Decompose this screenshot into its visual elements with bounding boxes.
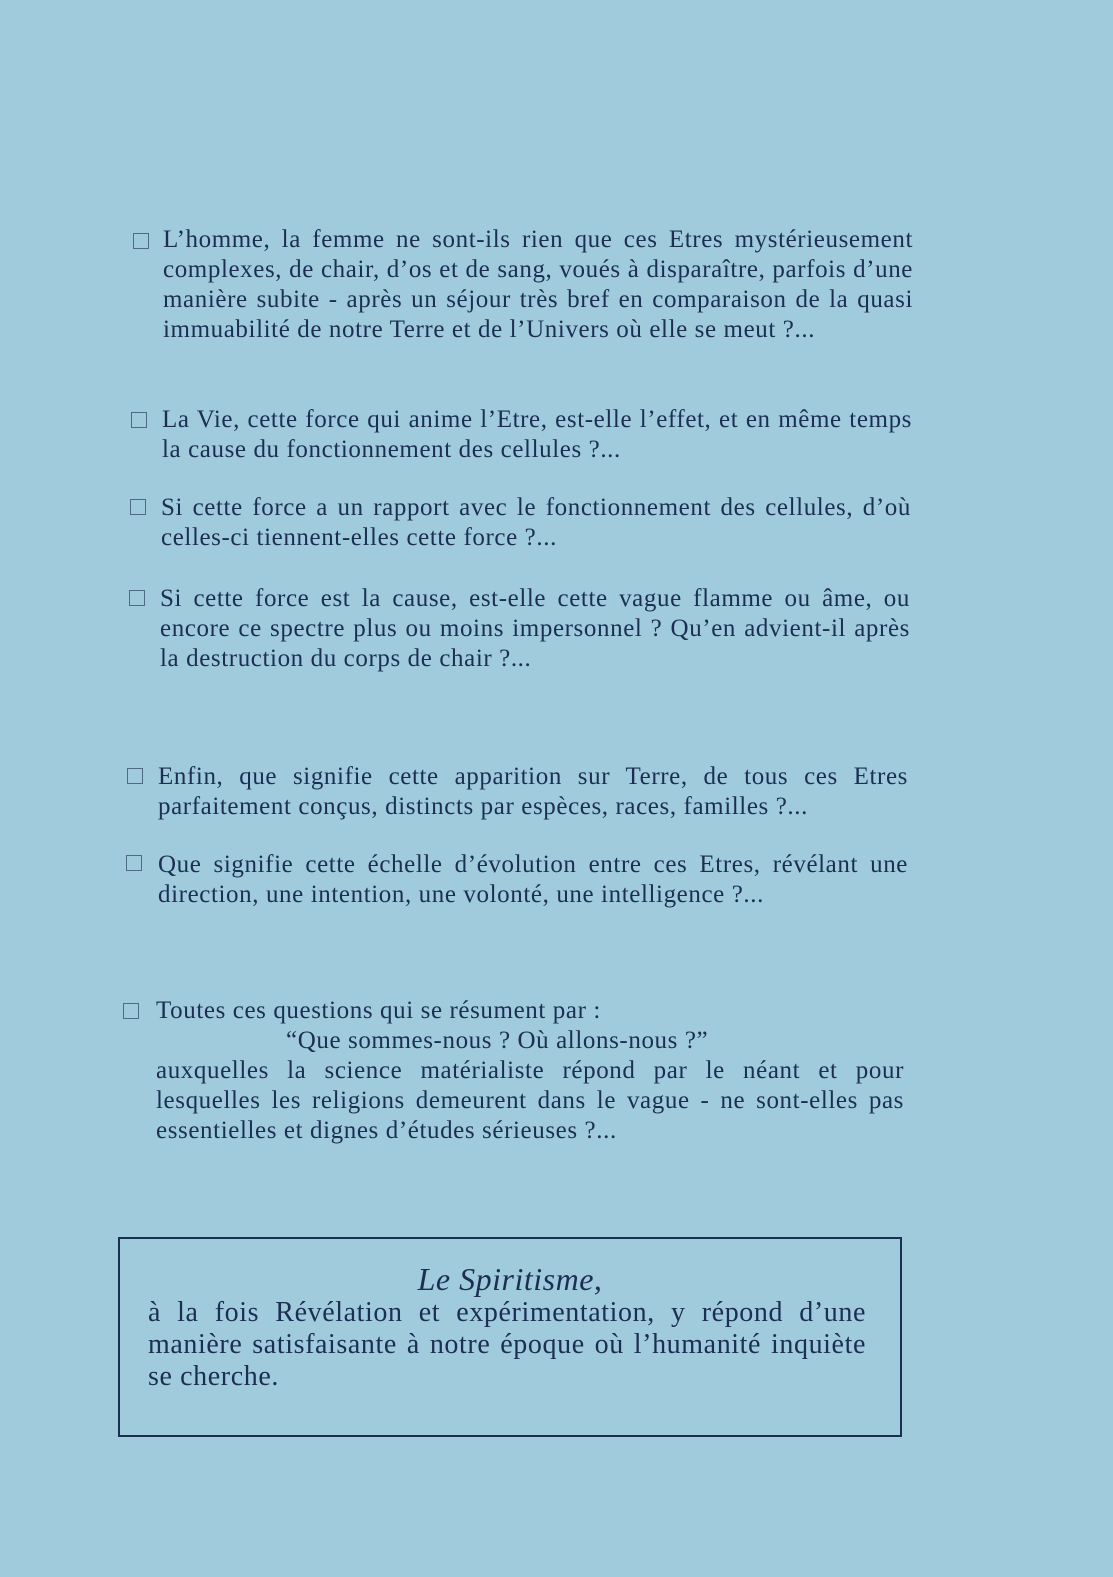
question-text: Si cette force a un rapport avec le fonctionnement des cellules, d’où celles-ci tiennent-elles cette force ?...	[161, 494, 911, 551]
checkbox-square-icon	[123, 1003, 139, 1019]
frame-title: Le Spiritisme,	[417, 1261, 603, 1297]
checkbox-square-icon	[131, 412, 147, 428]
conclusion-frame	[118, 1237, 902, 1437]
checkbox-square-icon	[127, 768, 143, 784]
checkbox-square-icon	[130, 499, 146, 515]
final-question-quote: “Que sommes-nous ? Où allons-nous ?”	[286, 1027, 709, 1054]
checkbox-square-icon	[126, 855, 142, 871]
final-question-rest: auxquelles la science matérialiste répond par le néant et pour lesquelles les religions demeurent dans le vague - ne sont-elles pas essentielles et dignes d’études sérieuses ?...	[156, 1057, 904, 1144]
question-text: Si cette force est la cause, est-elle cette vague flamme ou âme, ou encore ce spectre plus ou moins impersonnel ? Qu’en advient-il après la destruction du corps de chair ?...	[160, 585, 910, 672]
checkbox-square-icon	[133, 233, 149, 249]
question-text: Enfin, que signifie cette apparition sur Terre, de tous ces Etres parfaitement conçus, distincts par espèces, races, familles ?...	[158, 763, 908, 820]
question-text: La Vie, cette force qui anime l’Etre, est-elle l’effet, et en même temps la cause du fonctionnement des cellules ?...	[162, 406, 912, 463]
frame-text: à la fois Révélation et expérimentation, y répond d’une manière satisfaisante à notre époque où l’humanité inquiète se cherche.	[148, 1297, 866, 1392]
question-text: L’homme, la femme ne sont-ils rien que ces Etres mystérieusement complexes, de chair, d’os et de sang, voués à disparaître, parfois d’une manière subite - après un séjour très bref en comparaison de la quasi immuabilité de notre Terre et de l’Univers où elle se meut ?...	[163, 226, 913, 343]
final-question-intro: Toutes ces questions qui se résument par :	[156, 997, 601, 1024]
question-text: Que signifie cette échelle d’évolution entre ces Etres, révélant une direction, une intention, une volonté, une intelligence ?...	[158, 851, 908, 908]
checkbox-square-icon	[129, 590, 145, 606]
final-question-text	[156, 996, 904, 1146]
